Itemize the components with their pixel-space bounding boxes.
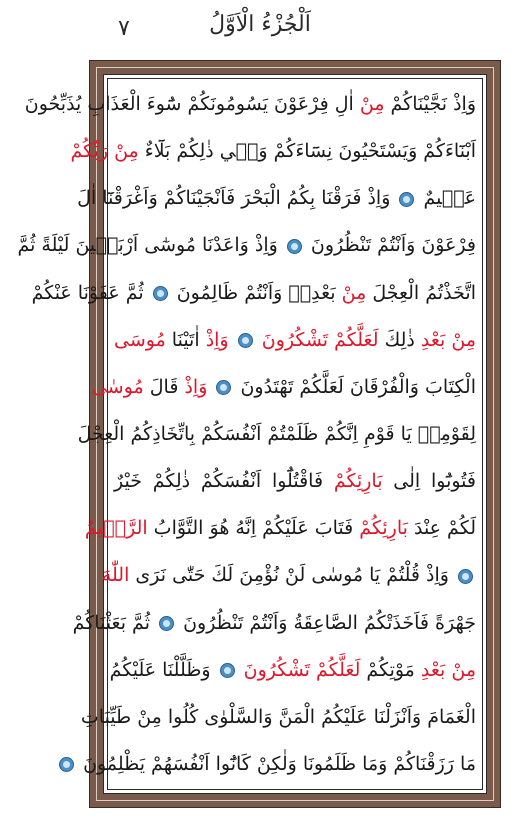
text-line	[109, 650, 476, 690]
highlighted-word: مِنْ	[359, 93, 385, 115]
ayah-marker-icon	[399, 192, 414, 207]
verse-text: اَبْنَٓاءَكُمْ وَيَسْتَحْيُونَ نِسَٓاءَكُمْ وَف۪ي ذٰلِكُمْ بَلَٓاءٌ	[138, 140, 476, 163]
verse-text: مَوْتِكُمْ	[360, 658, 421, 681]
verse-text: فَاقْتُلُٓوا اَنْفُسَكُمْ ذٰلِكُمْ خَيْرٌ	[114, 470, 334, 493]
text-line	[101, 555, 476, 595]
highlighted-word: لَعَلَّكُمْ تَشْكُرُونَ	[261, 328, 379, 351]
text-line	[72, 603, 476, 643]
page-number: ٧	[118, 16, 130, 41]
ayah-marker-icon	[220, 663, 235, 678]
text-line	[77, 178, 476, 218]
verse-text: وَاِذْ قُلْتُمْ يَا مُوسٰى لَنْ نُؤْمِنَ لَكَ حَتّٰى نَرَى	[129, 564, 455, 587]
verse-text	[229, 329, 235, 351]
text-line	[80, 697, 476, 737]
verse-text: اٰلِ فِرْعَوْنَ يَسُومُونَكُمْ سُٓوءَ الْعَذَابِ يُذَبِّحُونَ	[24, 93, 360, 115]
verse-text: قَالَ	[143, 375, 185, 398]
verse-text: وَاِذْ فَرَقْنَا بِكُمُ الْبَحْرَ فَاَنْجَيْنَاكُمْ وَاَغْرَقْنَٓا اٰلَ	[77, 187, 397, 210]
highlighted-word: مِنْ رَبِّكُمْ	[70, 140, 139, 163]
verse-text: وَاِذْ نَجَّيْنَاكُمْ	[384, 93, 476, 115]
text-line	[17, 225, 476, 265]
highlighted-word: وَاِذْ	[205, 328, 229, 351]
verse-text: بَعْدِه۪ وَاَنْتُمْ ظَالِمُونَ	[170, 281, 342, 304]
ayah-marker-icon	[238, 333, 253, 348]
highlighted-word: وَاِذْ	[184, 375, 208, 398]
text-line	[114, 320, 476, 360]
text-line	[114, 461, 476, 501]
verse-text: وَاِذْ وَاعَدْنَا مُوسٰٓى اَرْبَع۪ينَ لَيْلَةً ثُمَّ	[17, 234, 284, 257]
text-line	[91, 367, 476, 407]
verse-text: ثُمَّ بَعَثْنَاكُمْ	[72, 611, 157, 634]
highlighted-word: الرَّح۪يمُ	[84, 517, 148, 540]
ayah-marker-icon	[287, 239, 302, 254]
text-line	[84, 508, 476, 548]
ayah-marker-icon	[159, 616, 174, 631]
text-line	[31, 273, 476, 313]
highlighted-word: بَارِئِكُمْ	[333, 470, 383, 493]
verse-text: اتَّخَذْتُمُ الْعِجْلَ	[366, 281, 476, 304]
verse-text: لَكُمْ عِنْدَ	[407, 517, 476, 540]
verse-text: وَظَلَّلْنَا عَلَيْكُمُ	[109, 658, 217, 681]
text-line	[77, 414, 476, 454]
highlighted-word: مِنْ بَعْدِ	[420, 328, 477, 351]
highlighted-word: بَارِئِكُمْ	[359, 517, 408, 540]
verse-text	[207, 376, 213, 398]
quran-text-block	[17, 84, 477, 784]
highlighted-word: مِنْ	[341, 281, 367, 304]
juz-title: اَلْجُزْءُ الْاَوَّلُ	[209, 12, 311, 37]
verse-text: الْكِتَابَ وَالْفُرْقَانَ لَعَلَّكُمْ تَهْتَدُونَ	[234, 375, 476, 398]
highlighted-word: لَعَلَّكُمْ تَشْكُرُونَ	[243, 658, 361, 681]
verse-text: ذٰلِكَ	[378, 328, 421, 351]
ayah-marker-icon	[153, 286, 168, 301]
highlighted-word: اللّٰهَ	[101, 564, 130, 587]
verse-text: فِرْعَوْنَ وَاَنْتُمْ تَنْظُرُونَ	[304, 234, 476, 257]
verse-text: فَتَابَ عَلَيْكُمْ اِنَّهُ هُوَ التَّوَّابُ	[147, 517, 360, 540]
text-line	[70, 131, 476, 171]
highlighted-word: مُوسٰى	[91, 375, 144, 398]
ayah-marker-icon	[458, 569, 473, 584]
verse-text: لِقَوْمِه۪ يَا قَوْمِ اِنَّكُمْ ظَلَمْتُمْ اَنْفُسَكُمْ بِاتِّخَاذِكُمُ الْعِجْلَ	[77, 422, 476, 445]
highlighted-word: مُوسَى	[114, 328, 166, 351]
text-line	[77, 744, 476, 784]
text-line	[24, 84, 476, 124]
verse-text: جَهْرَةً فَاَخَذَتْكُمُ الصَّاعِقَةُ وَاَنْتُمْ تَنْظُرُونَ	[177, 611, 476, 634]
verse-text: اٰتَيْنَا	[165, 328, 206, 351]
verse-text: عَظ۪يمٌ	[417, 187, 476, 210]
page-header	[0, 0, 518, 62]
verse-text: ثُمَّ عَفَوْنَا عَنْكُمْ	[31, 281, 150, 304]
verse-text: فَتُوبُٓوا اِلٰى	[382, 470, 476, 493]
highlighted-word: مِنْ بَعْدِ	[420, 658, 476, 681]
verse-text: الْغَمَامَ وَاَنْزَلْنَا عَلَيْكُمُ الْمَنَّ وَالسَّلْوٰى كُلُوا مِنْ طَيِّبَاتِ	[80, 705, 476, 728]
verse-text: مَا رَزَقْنَاكُمْ وَمَا ظَلَمُونَا وَلٰكِنْ كَانُٓوا اَنْفُسَهُمْ يَظْلِمُونَ	[77, 752, 476, 775]
ayah-marker-icon	[216, 380, 231, 395]
ayah-marker-icon	[59, 757, 74, 772]
